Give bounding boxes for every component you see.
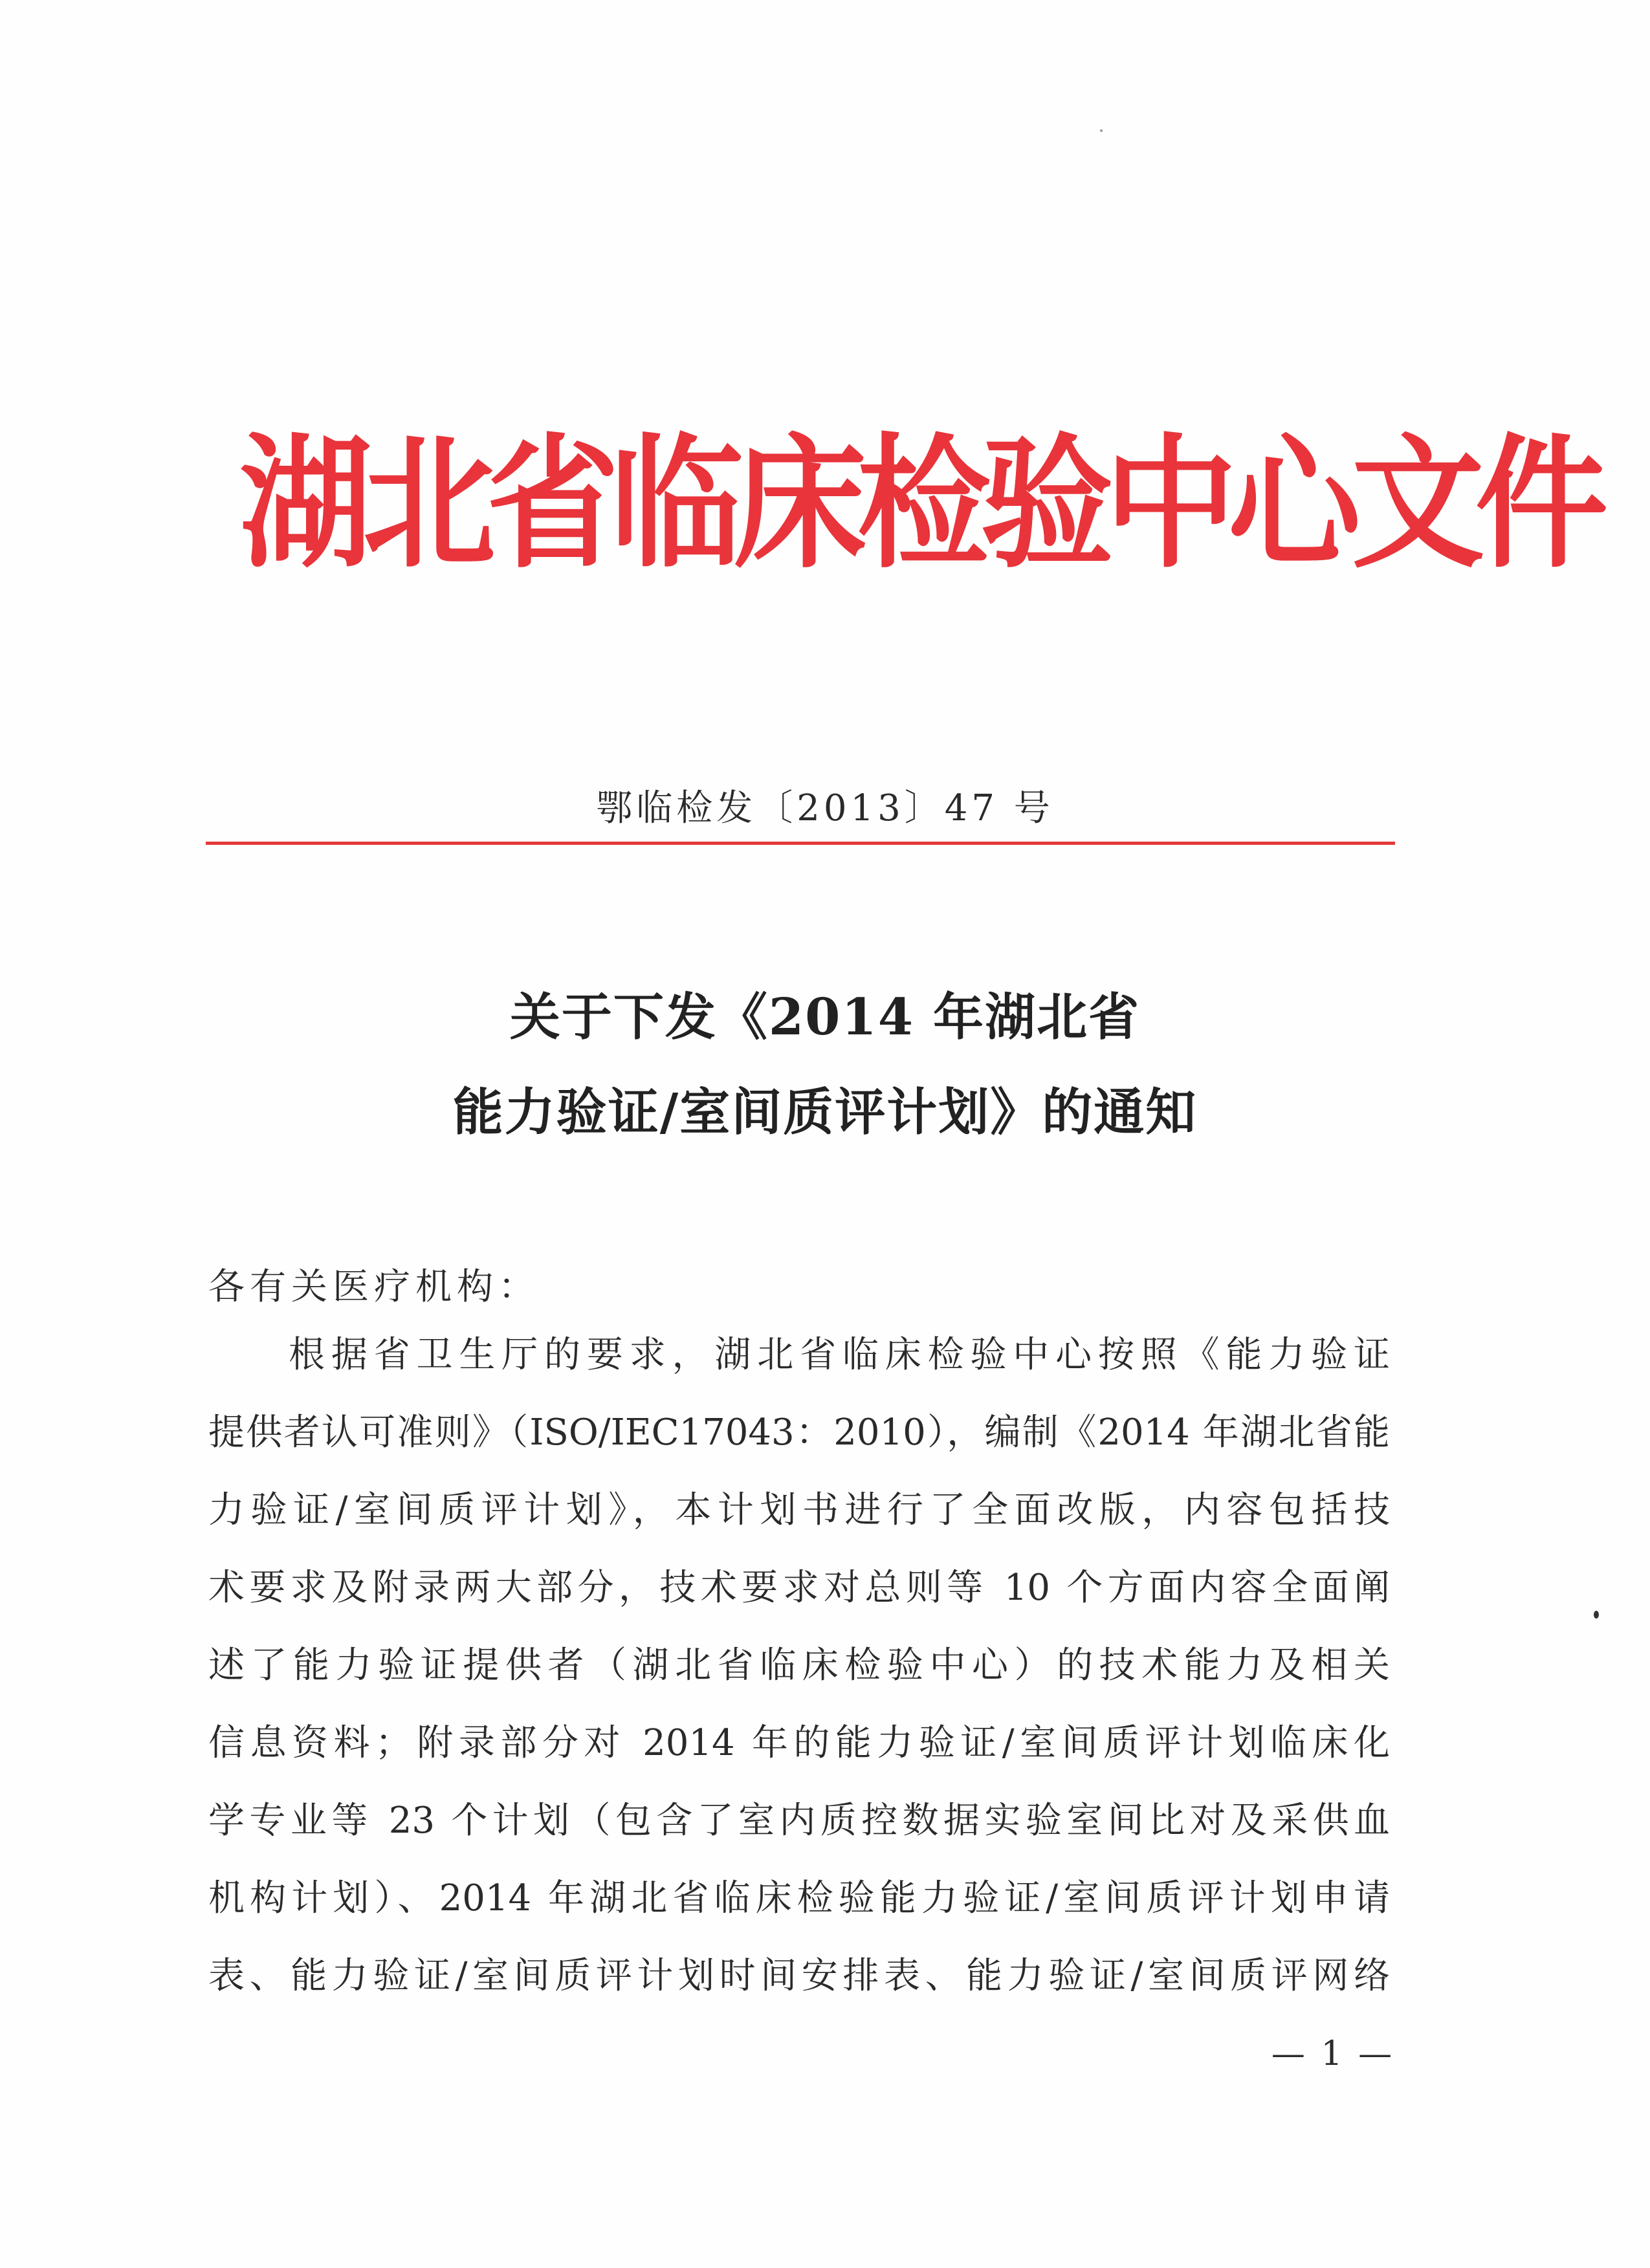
body-line-5: 述了能力验证提供者（湖北省临床检验中心）的技术能力及相关 (208, 1644, 1390, 1686)
notice-title-line-1: 关于下发《2014 年湖北省 (509, 988, 1141, 1047)
page-number: — 1 — (1271, 2034, 1395, 2073)
body-line-7: 学专业等 23 个计划（包含了室内质控数据实验室间比对及采供血 (208, 1800, 1390, 1842)
red-divider-rule (206, 842, 1395, 845)
scan-speck (1594, 1611, 1599, 1619)
body-line-4: 术要求及附录两大部分，技术要求对总则等 10 个方面内容全面阐 (208, 1567, 1390, 1609)
body-line-8: 机构计划）、2014 年湖北省临床检验能力验证/室间质评计划申请 (208, 1877, 1390, 1919)
scan-speck (1100, 129, 1103, 132)
body-line-2: 提供者认可准则》（ISO/IEC17043：2010），编制《2014 年湖北省能 (208, 1412, 1390, 1454)
salutation: 各有关医疗机构： (208, 1266, 540, 1308)
masthead-title: 湖北省临床检验中心文件 (239, 421, 1599, 588)
body-line-3: 力验证/室间质评计划》，本计划书进行了全面改版，内容包括技 (208, 1489, 1390, 1531)
body-line-9: 表、能力验证/室间质评计划时间安排表、能力验证/室间质评网络 (208, 1955, 1390, 1997)
document-number: 鄂临检发〔2013〕47 号 (596, 787, 1054, 829)
body-line-1: 根据省卫生厅的要求，湖北省临床检验中心按照《能力验证 (289, 1334, 1390, 1376)
notice-title-line-2: 能力验证/室间质评计划》的通知 (452, 1083, 1198, 1142)
body-line-6: 信息资料；附录部分对 2014 年的能力验证/室间质评计划临床化 (208, 1722, 1390, 1764)
